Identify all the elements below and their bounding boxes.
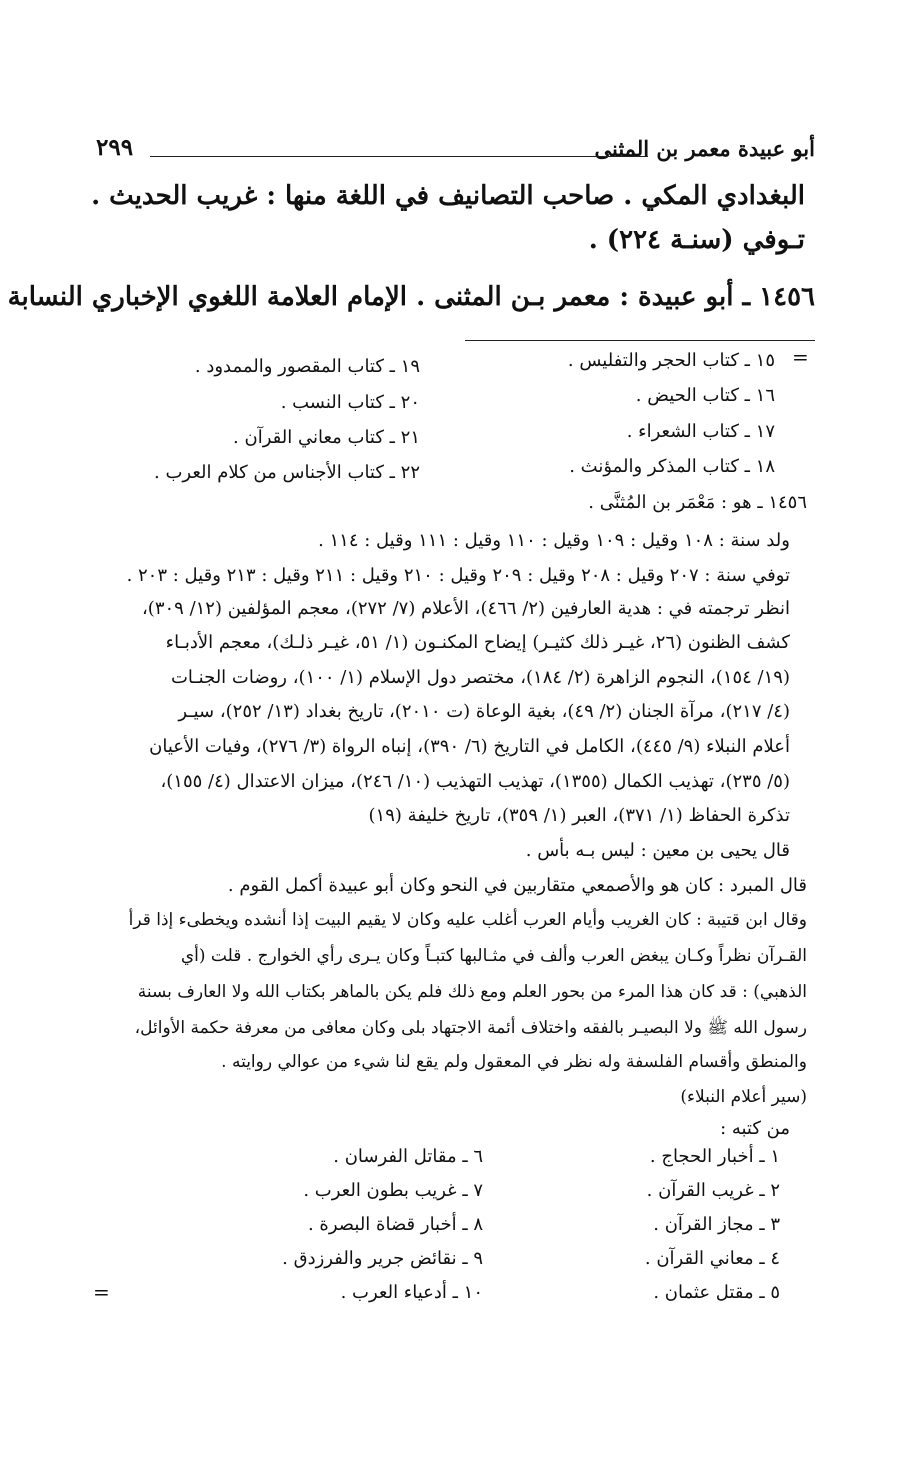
footnote-line: (٤/ ٢١٧)، مرآة الجنان (٢/ ٤٩)، بغية الوعاة (ت ٢٠١٠)، تاريخ بغداد (١٣/ ٢٥٢)، سيـر <box>178 701 790 722</box>
footnote-separator <box>465 340 815 341</box>
running-header-title: أبو عبيدة معمر بن المثنى <box>594 136 815 161</box>
footnote-line: والمنطق وأقسام الفلسفة وله نظر في المعقول ولم يقع لنا شيء من عوالي روايته . <box>221 1052 807 1072</box>
header-rule <box>150 156 648 157</box>
main-text-line-1: البغدادي المكي . صاحب التصانيف في اللغة منها : غريب الحديث . <box>91 181 805 211</box>
book-item: ٣ ـ مجاز القرآن . <box>653 1214 780 1235</box>
list-item: ٢١ ـ كتاب معاني القرآن . <box>233 427 420 448</box>
book-item: ٧ ـ غريب بطون العرب . <box>303 1180 483 1201</box>
footnote-line: انظر ترجمته في : هدية العارفين (٢/ ٤٦٦)، الأعلام (٧/ ٢٧٢)، معجم المؤلفين (١٢/ ٣٠٩)، <box>141 598 790 619</box>
books-heading: من كتبه : <box>720 1118 790 1139</box>
entry-heading: ١٤٥٦ ـ أبو عبيدة : معمر بـن المثنى . الإمام العلامة اللغوي الإخباري النسابة <box>7 282 815 312</box>
footnote-line: قال المبرد : كان هو والأصمعي متقاربين في النحو وكان أبو عبيدة أكمل القوم . <box>227 875 807 896</box>
book-item: ٥ ـ مقتل عثمان . <box>653 1282 780 1303</box>
list-item: ١٧ ـ كتاب الشعراء . <box>626 421 775 442</box>
book-item: ٩ ـ نقائض جرير والفرزدق . <box>282 1248 483 1269</box>
footnote-line: ولد سنة : ١٠٨ وقيل : ١٠٩ وقيل : ١١٠ وقيل : ١١١ وقيل : ١١٤ . <box>318 530 790 551</box>
footnote-line: رسول الله ﷺ ولا البصيـر بالفقه واختلاف أئمة الاجتهاد بلى وكان معافى من معرفة حكمة الأوائل، <box>134 1018 807 1038</box>
continuation-mark-bottom: = <box>93 1280 110 1304</box>
footnote-line: توفي سنة : ٢٠٧ وقيل : ٢٠٨ وقيل : ٢٠٩ وقيل : ٢١٠ وقيل : ٢١١ وقيل : ٢١٣ وقيل : ٢٠٣ . <box>126 565 790 586</box>
book-item: ٨ ـ أخبار قضاة البصرة . <box>307 1214 483 1235</box>
list-item: ٢٠ ـ كتاب النسب . <box>280 392 420 413</box>
list-item: ٢٢ ـ كتاب الأجناس من كلام العرب . <box>154 462 420 483</box>
book-item: ٢ ـ غريب القرآن . <box>646 1180 780 1201</box>
citation: (سير أعلام النبلاء) <box>680 1087 807 1107</box>
main-text-line-2: تـوفي (سنـة ٢٢٤) . <box>588 225 805 255</box>
book-item: ١ ـ أخبار الحجاج . <box>649 1146 780 1167</box>
book-item: ٤ ـ معاني القرآن . <box>644 1248 780 1269</box>
list-item: ١٩ ـ كتاب المقصور والممدود . <box>194 356 420 377</box>
footnote-line: ١٤٥٦ ـ هو : مَعْمَر بن المُثنَّى . <box>588 492 807 513</box>
page-number: ٢٩٩ <box>96 134 134 161</box>
list-item: ١٦ ـ كتاب الحيض . <box>635 385 775 406</box>
book-item: ٦ ـ مقاتل الفرسان . <box>333 1146 483 1167</box>
list-item: ١٥ ـ كتاب الحجر والتفليس . <box>567 350 775 371</box>
footnote-line: (٥/ ٢٣٥)، تهذيب الكمال (١٣٥٥)، تهذيب التهذيب (١٠/ ٢٤٦)، ميزان الاعتدال (٤/ ١٥٥)، <box>160 771 790 792</box>
list-item: ١٨ ـ كتاب المذكر والمؤنث . <box>569 456 775 477</box>
continuation-mark-top: = <box>792 345 809 369</box>
footnote-line: كشف الظنون (٢٦، غيـر ذلك كثيـر) إيضاح المكنـون (١/ ٥١، غيـر ذلـك)، معجم الأدبـاء <box>165 632 790 653</box>
book-item: ١٠ ـ أدعياء العرب . <box>340 1282 483 1303</box>
footnote-line: وقال ابن قتيبة : كان الغريب وأيام العرب أغلب عليه وكان لا يقيم البيت إذا أنشده ويخطىء إذا قرأ <box>128 910 807 930</box>
footnote-line: أعلام النبلاء (٩/ ٤٤٥)، الكامل في التاريخ (٦/ ٣٩٠)، إنباه الرواة (٣/ ٢٧٦)، وفيات الأعيان <box>149 736 790 757</box>
footnote-line: الذهبي) : قد كان هذا المرء من بحور العلم ومع ذلك فلم يكن بالماهر بكتاب الله ولا العارف بسنة <box>137 982 807 1002</box>
footnote-line: القـرآن نظراً وكـان يبغض العرب وألف في مثـالبها كتبـاً وكان يـرى رأي الخوارج . قلت (أي <box>180 946 807 966</box>
footnote-line: قال يحيى بن معين : ليس بـه بأس . <box>525 840 790 861</box>
footnote-line: (١٩/ ١٥٤)، النجوم الزاهرة (٢/ ١٨٤)، مختصر دول الإسلام (١/ ١٠٠)، روضات الجنـات <box>170 667 790 688</box>
footnote-line: تذكرة الحفاظ (١/ ٣٧١)، العبر (١/ ٣٥٩)، تاريخ خليفة (١٩) <box>368 805 790 826</box>
